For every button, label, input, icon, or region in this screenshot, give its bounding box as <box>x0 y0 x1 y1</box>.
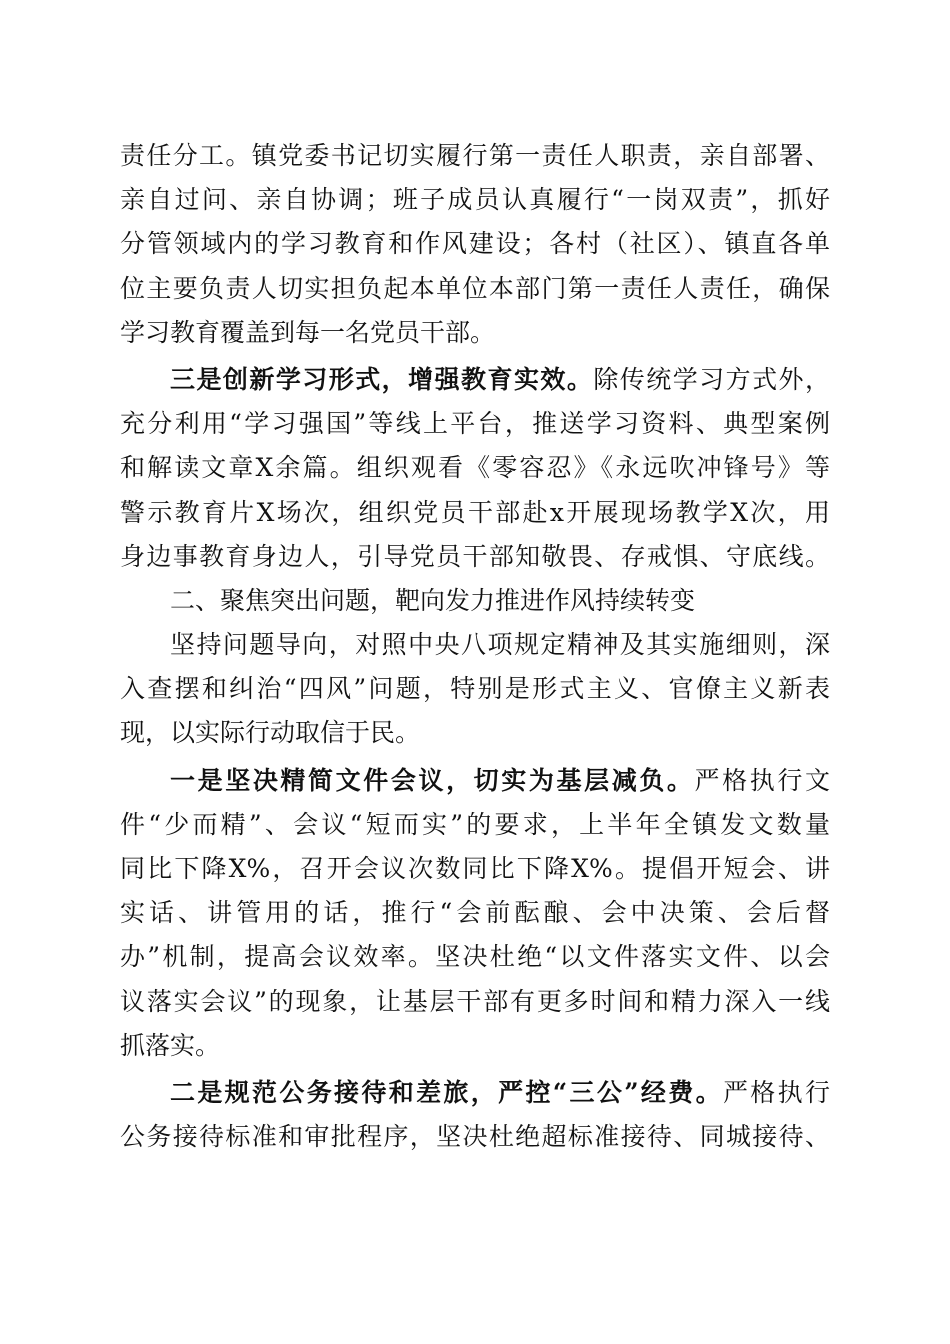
text-line: 办”机制，提高会议效率。坚决杜绝“以文件落实文件、以会 <box>120 942 830 972</box>
paragraph-responsibility <box>120 134 830 355</box>
paragraph-lead: 一是坚决精简文件会议，切实为基层减负。 <box>170 765 695 795</box>
text-line: 和解读文章X余篇。组织观看《零容忍》《永远吹冲锋号》等 <box>120 453 830 483</box>
text-line: 同比下降X%，召开会议次数同比下降X%。提倡开短会、讲 <box>120 854 830 883</box>
text-line: 位主要负责人切实担负起本单位本部门第一责任人责任，确保 <box>120 273 830 303</box>
text-line <box>120 1071 830 1115</box>
text-line <box>120 759 830 803</box>
text-line: 公务接待标准和审批程序，坚决杜绝超标准接待、同城接待、 <box>120 1122 830 1152</box>
paragraph-reception-expenses <box>120 1071 830 1159</box>
text-line: 议落实会议”的现象，让基层干部有更多时间和精力深入一线 <box>120 986 830 1016</box>
document-page <box>120 134 830 1159</box>
text-line: 分管领域内的学习教育和作风建设；各村（社区）、镇直各单 <box>120 229 830 259</box>
text-line: 件“少而精”、会议“短而实”的要求，上半年全镇发文数量 <box>120 809 830 839</box>
text-line: 入查摆和纠治“四风”问题，特别是形式主义、官僚主义新表 <box>120 674 830 704</box>
text-line: 充分利用“学习强国”等线上平台，推送学习资料、典型案例 <box>120 409 830 439</box>
text-line <box>120 358 830 402</box>
text-line: 实话、讲管用的话，推行“会前酝酿、会中决策、会后督 <box>120 898 830 928</box>
text-line: 亲自过问、亲自协调；班子成员认真履行“一岗双责”，抓好 <box>120 185 830 215</box>
section-heading: 二、聚焦突出问题，靶向发力推进作风持续转变 <box>170 585 696 615</box>
text-line: 抓落实。 <box>120 1030 221 1060</box>
text-line: 现，以实际行动取信于民。 <box>120 718 421 748</box>
paragraph-lead: 二是规范公务接待和差旅，严控“三公”经费。 <box>170 1077 723 1107</box>
text-line: 学习教育覆盖到每一名党员干部。 <box>120 317 496 347</box>
line-text: 严格执行文 <box>694 765 830 795</box>
paragraph-innovate-learning <box>120 358 830 579</box>
paragraph-lead: 三是创新学习形式，增强教育实效。 <box>170 364 594 394</box>
text-line: 坚持问题导向，对照中央八项规定精神及其实施细则，深 <box>170 630 830 660</box>
paragraph-reduce-meetings <box>120 759 830 1068</box>
text-line: 身边事教育身边人，引导党员干部知敬畏、存戒惧、守底线。 <box>120 541 830 571</box>
line-text: 严格执行 <box>722 1077 830 1107</box>
line-text: 除传统学习方式外， <box>593 364 830 394</box>
text-line: 责任分工。镇党委书记切实履行第一责任人职责，亲自部署、 <box>120 141 830 170</box>
text-line: 警示教育片X场次，组织党员干部赴x开展现场教学X次，用 <box>120 497 830 527</box>
paragraph-problem-oriented <box>120 623 830 756</box>
